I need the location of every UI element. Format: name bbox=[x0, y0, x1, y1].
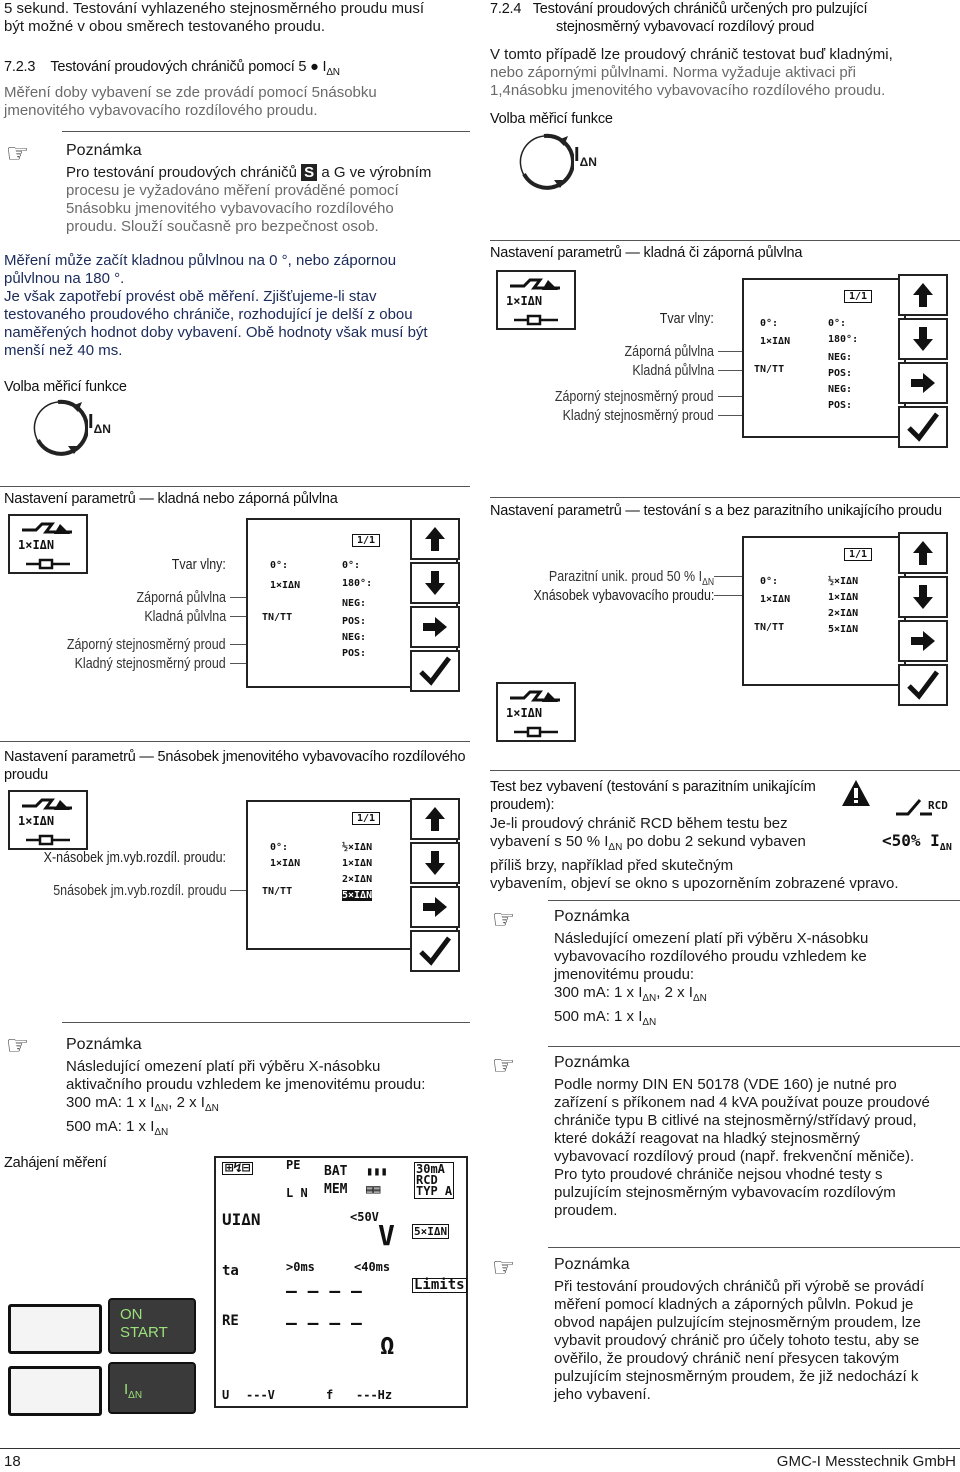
label-kl-ss: Kladný stejnosměrný proud bbox=[562, 408, 714, 424]
nast1-heading-right: Nastavení parametrů — kladná či záporná půlvlna bbox=[490, 245, 803, 261]
section-heading-724 bbox=[490, 0, 867, 36]
lcd-text: 0°: bbox=[342, 560, 361, 571]
pointing-hand-icon: ☞ bbox=[492, 904, 516, 934]
lcd-text: RE bbox=[222, 1313, 239, 1329]
divider bbox=[0, 741, 470, 742]
section-title: stejnosměrný vybavovací rozdílový proud bbox=[556, 19, 815, 35]
intro-line: být možné v obou směrech testovaného proudu. bbox=[4, 18, 326, 35]
lcd-text: POS: bbox=[342, 648, 367, 659]
lcd-text: TN/TT bbox=[754, 622, 785, 633]
note-line: Pro testování proudových chráničů S a G ve výrobním bbox=[66, 164, 432, 181]
note-line: proudem. bbox=[554, 1202, 618, 1219]
memory-icon: ▤▤ bbox=[366, 1182, 381, 1196]
footer-brand: GMC-I Messtechnik GmbH bbox=[776, 1453, 956, 1470]
lcd-text: UIΔN bbox=[222, 1210, 261, 1229]
intro-text bbox=[4, 0, 474, 36]
lcd-text: 2×IΔN bbox=[828, 608, 859, 619]
note-title: Poznámka bbox=[66, 1036, 142, 1053]
lcd-page-indicator: 1/1 bbox=[352, 534, 380, 547]
lcd-text: 2×IΔN bbox=[342, 874, 373, 885]
section-text-723 bbox=[4, 84, 377, 120]
lcd-text: 1×IΔN bbox=[506, 294, 543, 308]
note-title: Poznámka bbox=[66, 142, 142, 159]
arrow-right-icon bbox=[421, 895, 449, 919]
section-number: 7.2.4 bbox=[490, 1, 522, 17]
lcd-text: 1×IΔN bbox=[760, 594, 791, 605]
note-line: vybavovacího rozdílového proudu vzhledem ke bbox=[554, 948, 867, 965]
lcd-text: 180°: bbox=[342, 578, 373, 589]
note-line: 300 mA: 1 x $I_{\Delta N}$, 2 x $I_{\Delta N}$ bbox=[554, 984, 707, 1004]
confirm-button[interactable] bbox=[898, 406, 948, 448]
lcd-text: 1×IΔN bbox=[270, 858, 301, 869]
arrow-right-icon bbox=[421, 615, 449, 639]
lcd-text: 0°: bbox=[760, 576, 779, 587]
lcd-param-screen-4 bbox=[742, 536, 906, 686]
arrow-down-button[interactable] bbox=[410, 562, 460, 604]
note-line: 500 mA: 1 x $I_{\Delta N}$ bbox=[66, 1118, 169, 1138]
note-line: Pro tyto proudové chrániče nejsou vhodné testy s bbox=[554, 1166, 883, 1183]
text-line: nebo zápornými půlvlnami. Norma vyžaduje aktivaci při bbox=[490, 64, 856, 81]
button-panel bbox=[4, 1296, 200, 1418]
lcd-text: 1×IΔN bbox=[828, 592, 859, 603]
arrow-up-icon bbox=[911, 539, 935, 567]
arrow-down-button[interactable] bbox=[898, 576, 948, 618]
plug-icon bbox=[24, 558, 74, 570]
lcd-text: TN/TT bbox=[262, 612, 293, 623]
lcd-mode-display bbox=[8, 790, 88, 850]
lcd-text: 5×IΔN bbox=[414, 1225, 448, 1238]
arrow-right-button[interactable] bbox=[898, 620, 948, 662]
lcd-rcd-box: 30mA RCD TYP A bbox=[416, 1162, 453, 1198]
lcd-text: ---Hz bbox=[356, 1388, 393, 1402]
lcd-selected-text: 5×IΔN bbox=[342, 890, 373, 901]
arrow-right-icon bbox=[909, 371, 937, 395]
note-line: ověřilo, že proudový chránič není přesycen takovým bbox=[554, 1350, 900, 1367]
label-kl-pul: Kladná půlvlna bbox=[144, 609, 226, 625]
label-tvar: Tvar vlny: bbox=[171, 557, 226, 573]
divider bbox=[490, 240, 960, 241]
lcd-text: TN/TT bbox=[262, 886, 293, 897]
label-xnas-right: Xnásobek vybavovacího proudu: bbox=[533, 588, 714, 604]
lcd-text: >0ms bbox=[286, 1260, 315, 1274]
nast2-heading-right: Nastavení parametrů — testování s a bez parazitního unikajícího proudu bbox=[490, 503, 942, 519]
warning-triangle-icon bbox=[840, 778, 872, 808]
plug-icon bbox=[512, 726, 562, 738]
blank-key[interactable] bbox=[8, 1366, 102, 1416]
checkmark-icon bbox=[418, 656, 452, 686]
text-line: Je-li proudový chránič RCD během testu bez bbox=[490, 815, 788, 832]
arrow-down-icon bbox=[423, 849, 447, 877]
confirm-button[interactable] bbox=[898, 664, 948, 706]
arrow-up-button[interactable] bbox=[410, 798, 460, 840]
rcd-symbol-icon bbox=[20, 796, 76, 814]
note-3 bbox=[554, 908, 868, 1032]
note-2 bbox=[66, 1036, 425, 1142]
lcd-text: POS: bbox=[828, 400, 853, 411]
checkmark-icon bbox=[418, 936, 452, 966]
lcd-text: PE bbox=[286, 1158, 301, 1172]
arrow-right-button[interactable] bbox=[898, 362, 948, 404]
text-line: testovaného proudového chrániče, rozhodující je delší z obou bbox=[4, 306, 413, 323]
nast2-heading: Nastavení parametrů — 5násobek jmenovitého vybavovacího rozdílového proudu bbox=[4, 749, 466, 783]
note-line: Následující omezení platí při výběru X-násobku bbox=[66, 1058, 381, 1075]
text-line: vybavení s 50 % $I_{\Delta N}$ po dobu 2 sekund vybaven bbox=[490, 833, 806, 853]
note-line: proudu. Slouží současně pro bezpečnost osob. bbox=[66, 218, 379, 235]
lcd-text: Limits bbox=[414, 1277, 465, 1293]
arrow-up-icon bbox=[423, 525, 447, 553]
note-line: vybavovací rozdílový proud (např. frekvenční měniče). bbox=[554, 1148, 915, 1165]
section-title-sub: ΔN bbox=[326, 66, 340, 78]
on-label: ON bbox=[120, 1306, 143, 1323]
lcd-text: 1×IΔN bbox=[760, 336, 791, 347]
lcd-page-indicator: 1/1 bbox=[844, 290, 872, 303]
lcd-text: BAT bbox=[324, 1164, 348, 1179]
note-line: 300 mA: 1 x $I_{\Delta N}$, 2 x $I_{\Delta N}$ bbox=[66, 1094, 219, 1114]
lcd-page-indicator: 1/1 bbox=[352, 812, 380, 825]
lcd-text: ½×IΔN bbox=[342, 842, 373, 853]
note-line: Podle normy DIN EN 50178 (VDE 160) je nutné pro bbox=[554, 1076, 897, 1093]
lcd-text: MEM bbox=[324, 1182, 348, 1197]
note-line: 5násobku jmenovitého vybavovacího rozdílového bbox=[66, 200, 394, 217]
idn-key[interactable]: $I_{\Delta N}$ bbox=[108, 1362, 196, 1414]
lcd-text: Ω bbox=[380, 1332, 395, 1360]
section-heading-723 bbox=[4, 58, 340, 82]
label-kl-pul: Kladná půlvlna bbox=[632, 363, 714, 379]
warn-label: <50% $I_{\Delta N}$ bbox=[882, 831, 952, 854]
arrow-down-button[interactable] bbox=[410, 842, 460, 884]
lcd-text: 1×IΔN bbox=[506, 706, 543, 720]
note-line: vybavit proudový chránič pro účely tohoto testu, aby se bbox=[554, 1332, 920, 1349]
text-line: příliš brzy, například před skutečným bbox=[490, 857, 734, 874]
lcd-mode-display bbox=[496, 682, 576, 742]
label-zap-pul: Záporná půlvlna bbox=[624, 344, 714, 360]
note-title: Poznámka bbox=[554, 1256, 630, 1273]
section-text-724 bbox=[490, 46, 893, 100]
lcd-text: NEG: bbox=[342, 632, 367, 643]
lcd-text: ---V bbox=[246, 1388, 275, 1402]
instrument-display: ⊞↯⊟ PE L N BAT MEM ▮▮▮ ▤▤ 30mA RCD TYP A UIΔN <50V V 5×IΔN ta >0ms <40ms Limits — — — — RE — — — — Ω U ---V f ---Hz bbox=[214, 1156, 468, 1408]
arrow-up-button[interactable] bbox=[410, 518, 460, 560]
divider bbox=[490, 770, 960, 771]
note-line: pulzujícím stejnosměrným vybavovacím rozdílovým bbox=[554, 1184, 896, 1201]
lcd-text: V bbox=[378, 1219, 395, 1252]
text-line: jmenovitého vybavovacího rozdílového proudu. bbox=[4, 102, 318, 119]
start-label: START bbox=[120, 1324, 168, 1341]
lcd-text: U bbox=[222, 1388, 230, 1402]
lcd-text: POS: bbox=[342, 616, 367, 627]
note-line: Při testování proudových chráničů při výrobě se provádí bbox=[554, 1278, 925, 1295]
text-line: Měření doby vybavení se zde provádí pomocí 5násobku bbox=[4, 84, 377, 101]
volba-heading: Volba měřicí funkce bbox=[4, 379, 127, 395]
nast1-heading: Nastavení parametrů — kladná nebo záporná půlvlna bbox=[4, 491, 338, 507]
note-4 bbox=[554, 1054, 930, 1220]
note-1 bbox=[66, 142, 431, 236]
note-line: obvod napájen pulzujícím stejnosměrným proudem, lze bbox=[554, 1314, 921, 1331]
arrow-up-button[interactable] bbox=[898, 274, 948, 316]
s-symbol-icon: S bbox=[301, 164, 317, 181]
label-paraz: Parazitní unik. proud 50 % $I_{\Delta N}$ bbox=[548, 569, 714, 588]
arrow-down-icon bbox=[911, 325, 935, 353]
confirm-button[interactable] bbox=[410, 930, 460, 972]
rcd-symbol-icon bbox=[508, 276, 564, 294]
lcd-text: 0°: bbox=[760, 318, 779, 329]
plug-icon bbox=[24, 834, 74, 846]
note-line: procesu je vyžadováno měření prováděné pomocí bbox=[66, 182, 399, 199]
divider bbox=[548, 900, 960, 901]
lcd-page-indicator: 1/1 bbox=[844, 548, 872, 561]
rotary-selector-icon bbox=[514, 130, 574, 194]
label-xnas: X-násobek jm.vyb.rozdíl. proudu: bbox=[43, 850, 226, 866]
text-line: Měření může začít kladnou půlvlnou na 0 °, nebo zápornou bbox=[4, 252, 397, 269]
lcd-param-screen-3 bbox=[742, 278, 906, 438]
pointing-hand-icon: ☞ bbox=[492, 1252, 516, 1282]
lcd-text: ta bbox=[222, 1263, 239, 1279]
note-line: které dokáží reagovat na hladký stejnosměrný bbox=[554, 1130, 860, 1147]
pointing-hand-icon: ☞ bbox=[6, 138, 30, 168]
plug-icon bbox=[512, 314, 562, 326]
label-zap-pul: Záporná půlvlna bbox=[136, 590, 226, 606]
arrow-down-button[interactable] bbox=[898, 318, 948, 360]
lcd-text: <50V bbox=[350, 1210, 379, 1224]
note-title: Poznámka bbox=[554, 1054, 630, 1071]
checkmark-icon bbox=[906, 412, 940, 442]
note-line: měření pomocí kladných a záporných půlvln. Pokud je bbox=[554, 1296, 914, 1313]
arrow-down-icon bbox=[911, 583, 935, 611]
arrow-right-button[interactable] bbox=[410, 886, 460, 928]
pointing-hand-icon: ☞ bbox=[492, 1050, 516, 1080]
section-title: Testování proudových chráničů určených pro pulzující bbox=[532, 1, 868, 17]
lcd-text: f bbox=[326, 1388, 334, 1402]
lcd-text: 5×IΔN bbox=[828, 624, 859, 635]
divider bbox=[490, 497, 960, 498]
zahajeni-heading: Zahájení měření bbox=[4, 1155, 107, 1171]
battery-icon: ▮▮▮ bbox=[366, 1164, 388, 1178]
arrow-up-icon bbox=[911, 281, 935, 309]
rcd-label: RCD bbox=[928, 799, 948, 812]
page-number: 18 bbox=[4, 1453, 21, 1470]
lcd-text: 1×IΔN bbox=[18, 814, 55, 828]
note-5 bbox=[554, 1256, 924, 1404]
lcd-text: TN/TT bbox=[754, 364, 785, 375]
divider bbox=[0, 486, 470, 487]
arrow-right-icon bbox=[909, 629, 937, 653]
arrow-right-button[interactable] bbox=[410, 606, 460, 648]
lcd-text: NEG: bbox=[828, 352, 853, 363]
divider bbox=[548, 1247, 960, 1248]
divider bbox=[548, 1046, 960, 1047]
text-line: menší než 40 ms. bbox=[4, 342, 123, 359]
lcd-text: <40ms bbox=[354, 1260, 391, 1274]
section-number: 7.2.3 bbox=[4, 59, 36, 75]
note-line: aktivačního proudu vzhledem ke jmenovitému proudu: bbox=[66, 1076, 426, 1093]
checkmark-icon bbox=[906, 670, 940, 700]
text-line: Je však zapotřebí provést obě měření. Zjišťujeme-li stav bbox=[4, 288, 377, 305]
label-zap-ss: Záporný stejnosměrný proud bbox=[67, 637, 226, 653]
label-tvar: Tvar vlny: bbox=[659, 311, 714, 327]
text-line: V tomto případě lze proudový chránič testovat buď kladnými, bbox=[490, 46, 893, 63]
label-kl-ss: Kladný stejnosměrný proud bbox=[74, 656, 226, 672]
lcd-text: 1×IΔN bbox=[18, 538, 55, 552]
lcd-text: ½×IΔN bbox=[828, 576, 859, 587]
on-start-button[interactable] bbox=[108, 1298, 196, 1354]
idn-label: $I_{\Delta N}$ bbox=[88, 411, 111, 436]
footer-rule bbox=[0, 1448, 960, 1449]
lcd-text: 1×IΔN bbox=[270, 580, 301, 591]
lcd-text: NEG: bbox=[828, 384, 853, 395]
arrow-up-button[interactable] bbox=[898, 532, 948, 574]
rcd-symbol-icon bbox=[20, 520, 76, 538]
lcd-text: 0°: bbox=[270, 842, 289, 853]
arrow-down-icon bbox=[423, 569, 447, 597]
idn-label: $I_{\Delta N}$ bbox=[574, 144, 597, 169]
divider bbox=[62, 1022, 470, 1023]
note-line: chrániče typu B citlivé na stejnosměrný/střídavý proud, bbox=[554, 1112, 917, 1129]
intro-line: 5 sekund. Testování vyhlazeného stejnosměrného proudu musí bbox=[4, 0, 424, 17]
note-line: Následující omezení platí při výběru X-násobku bbox=[554, 930, 869, 947]
label-zap-ss: Záporný stejnosměrný proud bbox=[555, 389, 714, 405]
note-line: jmenovitému proudu: bbox=[554, 966, 695, 983]
lcd-text: 0°: bbox=[270, 560, 289, 571]
lcd-mode-display bbox=[496, 270, 576, 330]
note-line: 500 mA: 1 x $I_{\Delta N}$ bbox=[554, 1008, 657, 1028]
note-line: zařízení s příkonem nad 4 kVA používat pouze proudové bbox=[554, 1094, 930, 1111]
confirm-button[interactable] bbox=[410, 650, 460, 692]
section-title: Testování proudových chráničů pomocí 5 ● I bbox=[50, 59, 327, 75]
volba-heading: Volba měřicí funkce bbox=[490, 111, 613, 127]
rcd-warning-window bbox=[838, 778, 960, 860]
lcd-mode-display bbox=[8, 514, 88, 574]
lcd-text: L N bbox=[286, 1186, 308, 1200]
text-line: půlvlnou na 180 °. bbox=[4, 270, 125, 287]
divider bbox=[62, 131, 470, 132]
lcd-text: 1×IΔN bbox=[342, 858, 373, 869]
lcd-text: 180°: bbox=[828, 334, 859, 345]
note-line: pulzujícím stejnosměrným proudem, že již nedochází k bbox=[554, 1368, 919, 1385]
lcd-text: 0°: bbox=[828, 318, 847, 329]
blank-key[interactable] bbox=[8, 1304, 102, 1354]
text-line: naměřených hodnot doby vybavení. Obě hodnoty však musí být bbox=[4, 324, 428, 341]
rcd-symbol-icon bbox=[508, 688, 564, 706]
note-line: jeho vybavení. bbox=[554, 1386, 651, 1403]
arrow-up-icon bbox=[423, 805, 447, 833]
para-measure bbox=[4, 252, 474, 360]
pointing-hand-icon: ☞ bbox=[6, 1030, 30, 1060]
text-line: vybavením, objeví se okno s upozorněním zobrazené vpravo. bbox=[490, 875, 899, 892]
test-heading: Test bez vybavení (testování s parazitním unikajícím proudem): bbox=[490, 779, 816, 813]
text-line: 1,4násobku jmenovitého vybavovacího rozdílového proudu. bbox=[490, 82, 886, 99]
note-title: Poznámka bbox=[554, 908, 630, 925]
label-5nas: 5násobek jm.vyb.rozdíl. proudu bbox=[52, 883, 226, 899]
lcd-text: POS: bbox=[828, 368, 853, 379]
lcd-text: NEG: bbox=[342, 598, 367, 609]
rotary-selector-icon bbox=[28, 396, 88, 460]
